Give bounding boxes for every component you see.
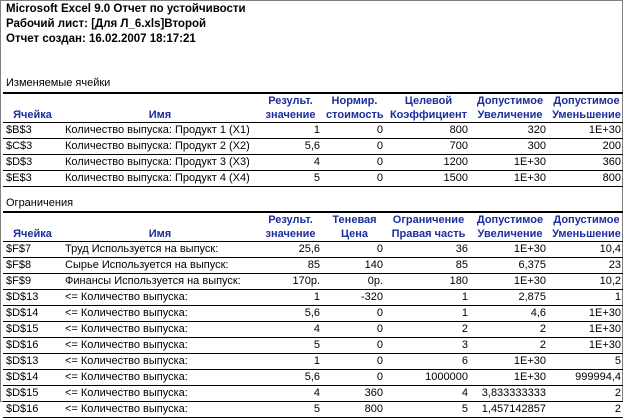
table-cell[interactable]: 10,2 xyxy=(549,274,623,290)
column-header: Допустимое xyxy=(549,212,623,227)
table-cell[interactable]: Финансы Используется на выпуск: xyxy=(62,274,258,290)
table-row xyxy=(3,171,623,187)
table-row xyxy=(3,354,623,370)
table-cell[interactable]: 25,6 xyxy=(258,242,323,258)
column-header: Целевой xyxy=(386,93,471,108)
column-header: Теневая xyxy=(323,212,386,227)
table-row xyxy=(3,386,623,402)
table-cell[interactable]: 0 xyxy=(323,155,386,171)
table-cell[interactable]: 5 xyxy=(258,338,323,354)
table-cell[interactable]: 0 xyxy=(323,322,386,338)
column-header xyxy=(3,93,62,108)
column-header: Допустимое xyxy=(471,212,549,227)
column-header: стоимость xyxy=(323,108,386,123)
table-cell[interactable]: $F$8 xyxy=(3,258,62,274)
column-header: Правая часть xyxy=(386,227,471,242)
header-row-bottom xyxy=(3,227,623,242)
header-row-top xyxy=(3,212,623,227)
column-header xyxy=(62,93,258,108)
table-cell[interactable]: 3,833333333 xyxy=(471,386,549,402)
table-cell[interactable]: 0 xyxy=(323,171,386,187)
table-cell[interactable]: 1E+30 xyxy=(471,354,549,370)
table-cell[interactable]: $C$3 xyxy=(3,139,62,155)
table-row xyxy=(3,306,623,322)
table-cell[interactable]: 800 xyxy=(323,402,386,418)
table-cell[interactable]: 1E+30 xyxy=(471,242,549,258)
table-cell[interactable]: 320 xyxy=(471,123,549,139)
table-row xyxy=(3,290,623,306)
table-cell[interactable]: Количество выпуска: Продукт 2 (X2) xyxy=(62,139,258,155)
table-cell[interactable]: 1E+30 xyxy=(549,322,623,338)
table-cell[interactable]: <= Количество выпуска: xyxy=(62,386,258,402)
column-header: Ячейка xyxy=(3,227,62,242)
table-cell[interactable]: 3 xyxy=(386,338,471,354)
table-cell[interactable]: 85 xyxy=(258,258,323,274)
table-cell[interactable]: 10,4 xyxy=(549,242,623,258)
column-header xyxy=(3,212,62,227)
table-cell[interactable]: 2 xyxy=(549,402,623,418)
table-cell[interactable]: 360 xyxy=(323,386,386,402)
table-cell[interactable]: 5 xyxy=(258,402,323,418)
changing-cells-title: Изменяемые ячейки xyxy=(6,77,111,89)
constraints-title: Ограничения xyxy=(6,197,74,209)
table-cell[interactable]: $D$14 xyxy=(3,370,62,386)
table-cell[interactable]: <= Количество выпуска: xyxy=(62,290,258,306)
table-cell[interactable]: 700 xyxy=(386,139,471,155)
table-cell[interactable]: $D$14 xyxy=(3,306,62,322)
table-cell[interactable]: Количество выпуска: Продукт 1 (X1) xyxy=(62,123,258,139)
table-cell[interactable]: 1 xyxy=(386,290,471,306)
table-cell[interactable]: $D$16 xyxy=(3,338,62,354)
table-cell[interactable]: 1200 xyxy=(386,155,471,171)
table-cell[interactable]: 0 xyxy=(323,139,386,155)
table-cell[interactable]: 200 xyxy=(549,139,623,155)
table-cell[interactable]: 300 xyxy=(471,139,549,155)
table-cell[interactable]: $F$9 xyxy=(3,274,62,290)
table-cell[interactable]: 1000000 xyxy=(386,370,471,386)
table-cell[interactable]: 0 xyxy=(323,242,386,258)
table-cell[interactable]: 85 xyxy=(386,258,471,274)
table-cell[interactable]: 1E+30 xyxy=(471,155,549,171)
table-cell[interactable]: 800 xyxy=(386,123,471,139)
table-row xyxy=(3,242,623,258)
table-cell[interactable]: $D$16 xyxy=(3,402,62,418)
table-cell[interactable]: 5 xyxy=(258,171,323,187)
table-cell[interactable]: $E$3 xyxy=(3,171,62,187)
table-row xyxy=(3,338,623,354)
table-cell[interactable]: 0р. xyxy=(323,274,386,290)
table-cell[interactable]: 1 xyxy=(258,354,323,370)
column-header: Результ. xyxy=(258,93,323,108)
table-cell[interactable]: 999994,4 xyxy=(549,370,623,386)
table-cell[interactable]: 2 xyxy=(386,322,471,338)
table-row xyxy=(3,155,623,171)
column-header xyxy=(62,212,258,227)
table-row xyxy=(3,123,623,139)
table-cell[interactable]: 6 xyxy=(386,354,471,370)
table-cell[interactable]: 1E+30 xyxy=(471,370,549,386)
table-cell[interactable]: 140 xyxy=(323,258,386,274)
table-cell[interactable]: $D$15 xyxy=(3,386,62,402)
table-cell[interactable]: <= Количество выпуска: xyxy=(62,370,258,386)
table-cell[interactable]: 180 xyxy=(386,274,471,290)
table-cell[interactable]: <= Количество выпуска: xyxy=(62,402,258,418)
column-header: значение xyxy=(258,108,323,123)
header-row-bottom xyxy=(3,108,623,123)
table-cell[interactable]: 0 xyxy=(323,123,386,139)
table-cell[interactable]: $F$7 xyxy=(3,242,62,258)
column-header: Коэффициент xyxy=(386,108,471,123)
table-row xyxy=(3,274,623,290)
table-cell[interactable]: 1,457142857 xyxy=(471,402,549,418)
table-cell[interactable]: $B$3 xyxy=(3,123,62,139)
column-header: значение xyxy=(258,227,323,242)
table-cell[interactable]: 2 xyxy=(471,338,549,354)
table-cell[interactable]: 1E+30 xyxy=(549,123,623,139)
table-row xyxy=(3,402,623,418)
table-cell[interactable]: 4 xyxy=(258,155,323,171)
column-header: Уменьшение xyxy=(549,227,623,242)
column-header: Уменьшение xyxy=(549,108,623,123)
table-cell[interactable]: 1E+30 xyxy=(549,306,623,322)
report-worksheet: Рабочий лист: [Для Л_6.xls]Второй xyxy=(6,18,207,30)
table-cell[interactable]: Количество выпуска: Продукт 4 (X4) xyxy=(62,171,258,187)
table-cell[interactable]: 1 xyxy=(386,306,471,322)
table-cell[interactable]: <= Количество выпуска: xyxy=(62,338,258,354)
table-cell[interactable]: $D$13 xyxy=(3,290,62,306)
table-cell[interactable]: Сырье Используется на выпуск: xyxy=(62,258,258,274)
table-cell[interactable]: 0 xyxy=(323,306,386,322)
table-cell[interactable]: 800 xyxy=(549,171,623,187)
changing-cells-table xyxy=(3,92,623,187)
table-cell[interactable]: 170р. xyxy=(258,274,323,290)
table-cell[interactable]: 2,875 xyxy=(471,290,549,306)
column-header: Результ. xyxy=(258,212,323,227)
table-cell[interactable]: <= Количество выпуска: xyxy=(62,306,258,322)
table-row xyxy=(3,370,623,386)
table-cell[interactable]: 23 xyxy=(549,258,623,274)
table-cell[interactable]: <= Количество выпуска: xyxy=(62,322,258,338)
column-header: Ячейка xyxy=(3,108,62,123)
table-cell[interactable]: 1 xyxy=(549,290,623,306)
table-row xyxy=(3,139,623,155)
column-header: Увеличение xyxy=(471,227,549,242)
table-cell[interactable]: 4 xyxy=(258,386,323,402)
column-header: Увеличение xyxy=(471,108,549,123)
table-row xyxy=(3,322,623,338)
table-cell[interactable]: 5,6 xyxy=(258,370,323,386)
table-cell[interactable]: <= Количество выпуска: xyxy=(62,354,258,370)
table-cell[interactable]: 2 xyxy=(549,386,623,402)
table-cell[interactable]: 1 xyxy=(258,123,323,139)
table-cell[interactable]: 5,6 xyxy=(258,306,323,322)
table-cell[interactable]: 4 xyxy=(386,386,471,402)
table-cell[interactable]: 0 xyxy=(323,354,386,370)
table-cell[interactable]: 4 xyxy=(258,322,323,338)
column-header: Имя xyxy=(62,227,258,242)
table-cell[interactable]: 4,6 xyxy=(471,306,549,322)
table-cell[interactable]: Количество выпуска: Продукт 3 (X3) xyxy=(62,155,258,171)
table-cell[interactable]: $D$15 xyxy=(3,322,62,338)
table-cell[interactable]: 36 xyxy=(386,242,471,258)
report-created: Отчет создан: 16.02.2007 18:17:21 xyxy=(6,33,196,45)
table-cell[interactable]: 2 xyxy=(471,322,549,338)
table-cell[interactable]: 1E+30 xyxy=(471,274,549,290)
column-header: Допустимое xyxy=(471,93,549,108)
report-title: Microsoft Excel 9.0 Отчет по устойчивости xyxy=(6,3,246,15)
table-cell[interactable]: 360 xyxy=(549,155,623,171)
column-header: Допустимое xyxy=(549,93,623,108)
table-cell[interactable]: 5,6 xyxy=(258,139,323,155)
table-row xyxy=(3,258,623,274)
table-cell[interactable]: 1 xyxy=(258,290,323,306)
column-header: Ограничение xyxy=(386,212,471,227)
column-header: Нормир. xyxy=(323,93,386,108)
table-cell[interactable]: 1E+30 xyxy=(471,171,549,187)
table-cell[interactable]: 6,375 xyxy=(471,258,549,274)
table-cell[interactable]: 1E+30 xyxy=(549,338,623,354)
table-cell[interactable]: $D$13 xyxy=(3,354,62,370)
header-row-top xyxy=(3,93,623,108)
column-header: Имя xyxy=(62,108,258,123)
table-cell[interactable]: $D$3 xyxy=(3,155,62,171)
table-cell[interactable]: 1500 xyxy=(386,171,471,187)
table-cell[interactable]: 0 xyxy=(323,338,386,354)
table-cell[interactable]: 5 xyxy=(549,354,623,370)
column-header: Цена xyxy=(323,227,386,242)
table-cell[interactable]: Труд Используется на выпуск: xyxy=(62,242,258,258)
table-cell[interactable]: 0 xyxy=(323,370,386,386)
table-cell[interactable]: -320 xyxy=(323,290,386,306)
constraints-table xyxy=(3,211,623,418)
table-cell[interactable]: 5 xyxy=(386,402,471,418)
